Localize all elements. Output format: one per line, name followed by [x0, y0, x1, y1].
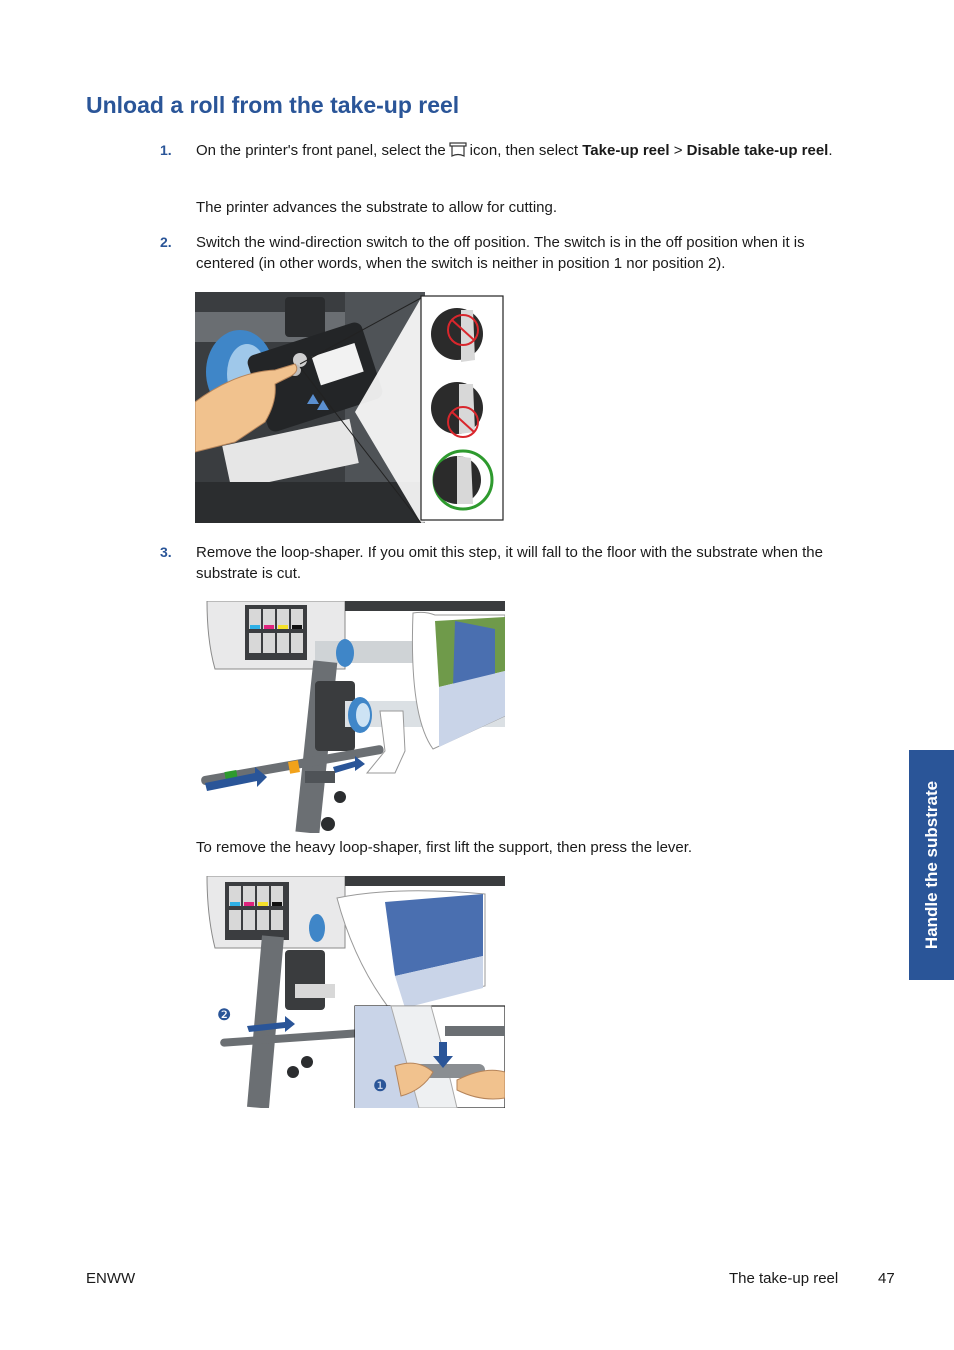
- callout-1: ❶: [373, 1076, 388, 1095]
- callout-2: ❷: [217, 1005, 232, 1024]
- menu-separator: >: [673, 142, 683, 159]
- step-3-text: Remove the loop-shaper. If you omit this step, it will fall to the floor with the substrate when the substrate is cut.: [196, 544, 823, 582]
- menu-take-up-reel: Take-up reel: [582, 142, 670, 159]
- loop-shaper-removal-figure: [195, 601, 505, 833]
- step-number: 2.: [160, 234, 172, 250]
- wind-direction-switch-figure: [195, 292, 505, 523]
- step-2-text: Switch the wind-direction switch to the off position. The switch is in the off position when it is centered (in other words, when the switch is neither in position 1 nor position 2).: [196, 234, 805, 272]
- step-number: 3.: [160, 544, 172, 560]
- chapter-side-tab: [909, 750, 954, 980]
- step-3-note: To remove the heavy loop-shaper, first lift the support, then press the lever.: [196, 839, 693, 856]
- step-1-end: .: [828, 142, 833, 159]
- footer-section-name: The take-up reel: [729, 1270, 839, 1287]
- step-1-note: The printer advances the substrate to allow for cutting.: [196, 199, 558, 216]
- step-1-text: [196, 140, 860, 161]
- footer-doc-code: ENWW: [86, 1270, 136, 1287]
- section-title: Unload a roll from the take-up reel: [86, 92, 460, 118]
- step-number: 1.: [160, 142, 172, 158]
- step-1-text-b: icon, then select: [469, 142, 579, 159]
- menu-disable-take-up-reel: Disable take-up reel: [686, 142, 829, 159]
- loop-shaper-lever-figure: [195, 876, 505, 1108]
- footer-page-number: 47: [878, 1270, 895, 1287]
- printer-icon: [449, 142, 467, 158]
- step-1-text-a: On the printer's front panel, select the: [196, 142, 446, 159]
- chapter-side-tab-label: Handle the substrate: [921, 780, 941, 950]
